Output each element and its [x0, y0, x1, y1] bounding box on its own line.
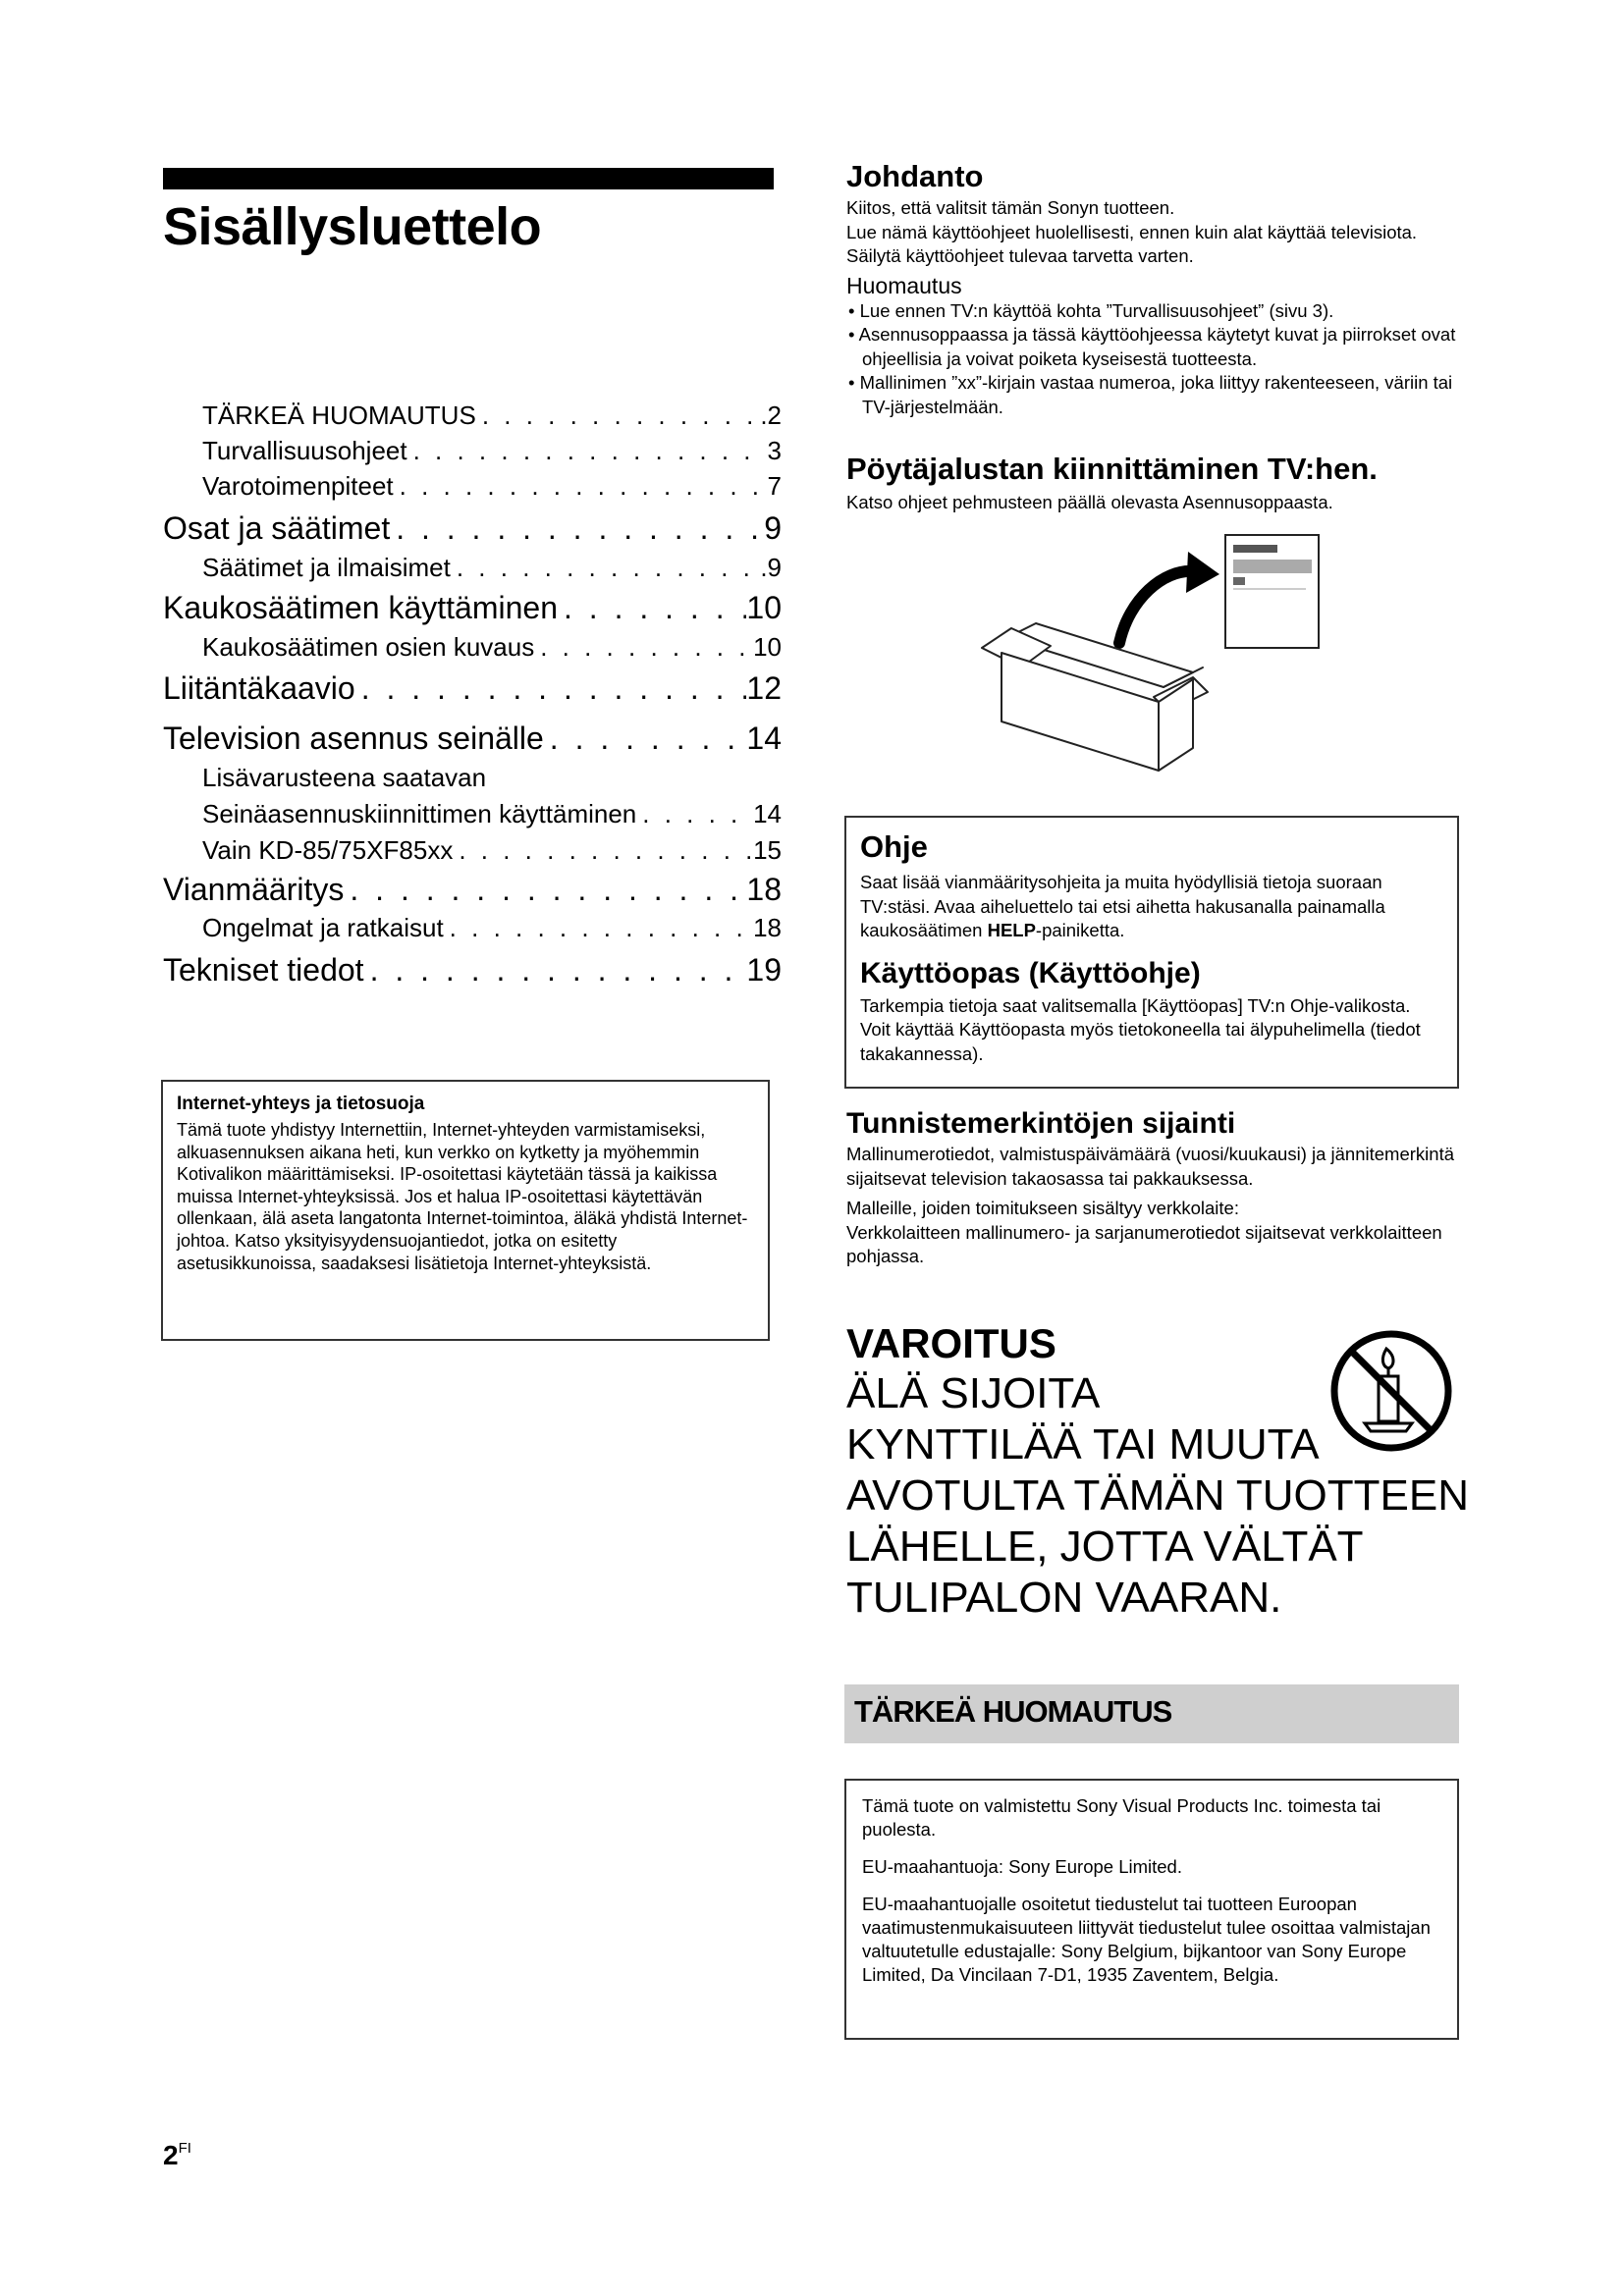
- toc-item[interactable]: [163, 670, 782, 707]
- intro-title: Johdanto: [846, 159, 984, 193]
- toc-page: 15: [753, 835, 782, 865]
- toc-label: Vain KD-85/75XF85xx: [202, 835, 454, 865]
- guide-title: Käyttöopas (Käyttöohje): [860, 956, 1201, 989]
- stand-text: Katso ohjeet pehmusteen päällä olevasta Asennusoppaasta.: [846, 492, 1333, 512]
- toc-page: 10: [753, 632, 782, 662]
- toc-page: 3: [767, 436, 782, 465]
- toc-page: 7: [767, 471, 782, 501]
- page-title: Sisällysluettelo: [163, 197, 542, 256]
- page-number-value: 2: [163, 2140, 179, 2170]
- manual-sheet-icon: [1225, 535, 1319, 648]
- intro-line-1: Kiitos, että valitsit tämän Sonyn tuotteen.: [846, 197, 1175, 218]
- help-title: Ohje: [860, 829, 928, 864]
- toc-label: Ongelmat ja ratkaisut: [202, 913, 444, 942]
- labels-title: Tunnistemerkintöjen sijainti: [846, 1107, 1236, 1140]
- toc-item[interactable]: [163, 590, 782, 626]
- warning-line: AVOTULTA TÄMÄN TUOTTEEN: [846, 1471, 1470, 1520]
- toc-item[interactable]: [163, 952, 782, 988]
- toc-item[interactable]: [163, 763, 782, 793]
- manufacturer-text-2: EU-maahantuoja: Sony Europe Limited.: [862, 1856, 1182, 1877]
- title-rule: [163, 168, 774, 189]
- toc-item[interactable]: [163, 553, 782, 583]
- toc-page: 14: [753, 799, 782, 828]
- toc-page: .9: [760, 553, 782, 582]
- help-key: HELP: [987, 920, 1036, 940]
- toc-label: Liitäntäkaavio: [163, 670, 355, 706]
- toc-item[interactable]: [163, 872, 782, 908]
- manufacturer-box: [844, 1779, 1459, 2040]
- toc-label: Osat ja säätimet: [163, 510, 391, 546]
- toc-page: .2: [760, 400, 782, 430]
- labels-text-2: Malleille, joiden toimitukseen sisältyy verkkolaite:: [846, 1198, 1239, 1218]
- important-notice-header: [844, 1684, 1459, 1743]
- toc-page: 10: [746, 590, 782, 625]
- toc-label: Television asennus seinälle: [163, 721, 544, 756]
- note-item: • Lue ennen TV:n käyttöä kohta ”Turvallisuusohjeet” (sivu 3).: [846, 299, 1459, 324]
- toc-label: TÄRKEÄ HUOMAUTUS: [202, 400, 476, 430]
- toc-label: Säätimet ja ilmaisimet: [202, 553, 451, 582]
- toc-label: Lisävarusteena saatavan: [202, 763, 487, 792]
- help-text-post: -painiketta.: [1035, 920, 1125, 940]
- help-text: [860, 871, 1443, 943]
- page-number: [163, 2140, 191, 2171]
- intro-section: [846, 159, 1459, 419]
- toc-page: 18: [753, 913, 782, 942]
- toc-item[interactable]: [163, 632, 782, 663]
- stand-title: Pöytäjalustan kiinnittäminen TV:hen.: [846, 452, 1378, 486]
- warning-line: KYNTTILÄÄ TAI MUUTA: [846, 1420, 1320, 1468]
- labels-text-1: Mallinumerotiedot, valmistuspäivämäärä (vuosi/kuukausi) ja jännitemerkintä sijaitsevat television takaosassa tai pakkauksessa.: [846, 1144, 1454, 1189]
- toc-item[interactable]: [163, 799, 782, 829]
- labels-section: [846, 1107, 1459, 1269]
- toc-item[interactable]: [163, 721, 782, 757]
- toc-label: Seinäasennuskiinnittimen käyttäminen: [202, 799, 637, 828]
- tv-box-icon: [982, 623, 1208, 771]
- toc-label: Vianmääritys: [163, 872, 345, 907]
- no-open-flame-icon: [1327, 1327, 1455, 1455]
- toc-label: Kaukosäätimen käyttäminen: [163, 590, 558, 625]
- guide-text: Tarkempia tietoja saat valitsemalla [Käyttöopas] TV:n Ohje-valikosta. Voit käyttää Käyttöopasta myös tietokoneella tai älypuhelimella (tiedot takakannessa).: [860, 994, 1421, 1064]
- toc-label: Kaukosäätimen osien kuvaus: [202, 632, 535, 662]
- warning-line: ÄLÄ SIJOITA: [846, 1369, 1101, 1417]
- privacy-notice-box: [161, 1080, 770, 1341]
- help-text-pre: Saat lisää vianmääritysohjeita ja muita hyödyllisiä tietoja suoraan TV:stäsi. Avaa aiheluettelo tai etsi aihetta hakusanalla painamalla kaukosäätimen: [860, 872, 1385, 940]
- privacy-text: Tämä tuote yhdistyy Internettiin, Internet-yhteyden varmistamiseksi, alkuasennuksen aikana heti, kun verkko on kytketty ja myöhemmin Kotivalikon määrittämiseksi. IP-osoitettasi käytetään tässä ja kaikissa muissa Internet-yhteyksissä. Jos et halua IP-osoitettasi käytettävän ollenkaan, älä aseta langatonta Internet-toimintoa, äläkä yhdistä Internet-johtoa. Katso yksityisyydensuojantiedot, jotka on esitetty asetusikkunoissa, saadaksesi lisätietoja Internet-yhteyksistä.: [177, 1120, 748, 1273]
- toc-page: 9: [764, 510, 782, 546]
- labels-text-3: Verkkolaitteen mallinumero- ja sarjanumerotiedot sijaitsevat verkkolaitteen pohjassa.: [846, 1221, 1442, 1266]
- toc-page: 14: [746, 721, 782, 756]
- page-lang-code: FI: [178, 2140, 191, 2157]
- stand-section: [846, 452, 1459, 515]
- toc-item[interactable]: [163, 510, 782, 547]
- toc-item[interactable]: [163, 835, 782, 866]
- warning-line: LÄHELLE, JOTTA VÄLTÄT: [846, 1522, 1364, 1571]
- note-item: • Mallinimen ”xx”-kirjain vastaa numeroa, joka liittyy rakenteeseen, väriin tai TV-järjestelmään.: [846, 371, 1459, 419]
- toc-label: Turvallisuusohjeet: [202, 436, 407, 465]
- note-title: Huomautus: [846, 272, 962, 298]
- toc-item[interactable]: [163, 913, 782, 943]
- warning-line: TULIPALON VAARAN.: [846, 1574, 1282, 1622]
- privacy-title: Internet-yhteys ja tietosuoja: [177, 1094, 425, 1114]
- warning-title: VAROITUS: [846, 1320, 1056, 1366]
- toc-page: 12: [746, 670, 782, 706]
- toc-item[interactable]: [163, 436, 782, 466]
- note-item: • Asennusoppaassa ja tässä käyttöohjeessa käytetyt kuvat ja piirrokset ovat ohjeellisia ja voivat poiketa kyseisestä tuotteesta.: [846, 323, 1459, 371]
- toc-item[interactable]: [163, 400, 782, 431]
- help-box: [844, 816, 1459, 1089]
- toc-item[interactable]: [163, 471, 782, 502]
- manufacturer-text-3: EU-maahantuojalle osoitetut tiedustelut tai tuotteen Euroopan vaatimustenmukaisuuteen liittyvät tiedustelut tulee osoittaa valmistajan valtuutetulle edustajalle: Sony Belgium, bijkantoor van Sony Europe Limited, Da Vincilaan 7-D1, 1935 Zaventem, Belgia.: [862, 1894, 1431, 1985]
- toc-page: 19: [746, 952, 782, 988]
- arrow-icon: [1119, 552, 1219, 643]
- toc-page: 18: [746, 872, 782, 907]
- setup-guide-illustration: [972, 530, 1326, 775]
- important-notice-title: TÄRKEÄ HUOMAUTUS: [854, 1694, 1172, 1729]
- toc-label: Varotoimenpiteet: [202, 471, 394, 501]
- manufacturer-text-1: Tämä tuote on valmistettu Sony Visual Products Inc. toimesta tai puolesta.: [862, 1795, 1381, 1840]
- intro-line-2: Lue nämä käyttöohjeet huolellisesti, ennen kuin alat käyttää televisiota. Säilytä käyttöohjeet tulevaa tarvetta varten.: [846, 221, 1418, 266]
- note-list: [846, 299, 1459, 420]
- toc-label: Tekniset tiedot: [163, 952, 364, 988]
